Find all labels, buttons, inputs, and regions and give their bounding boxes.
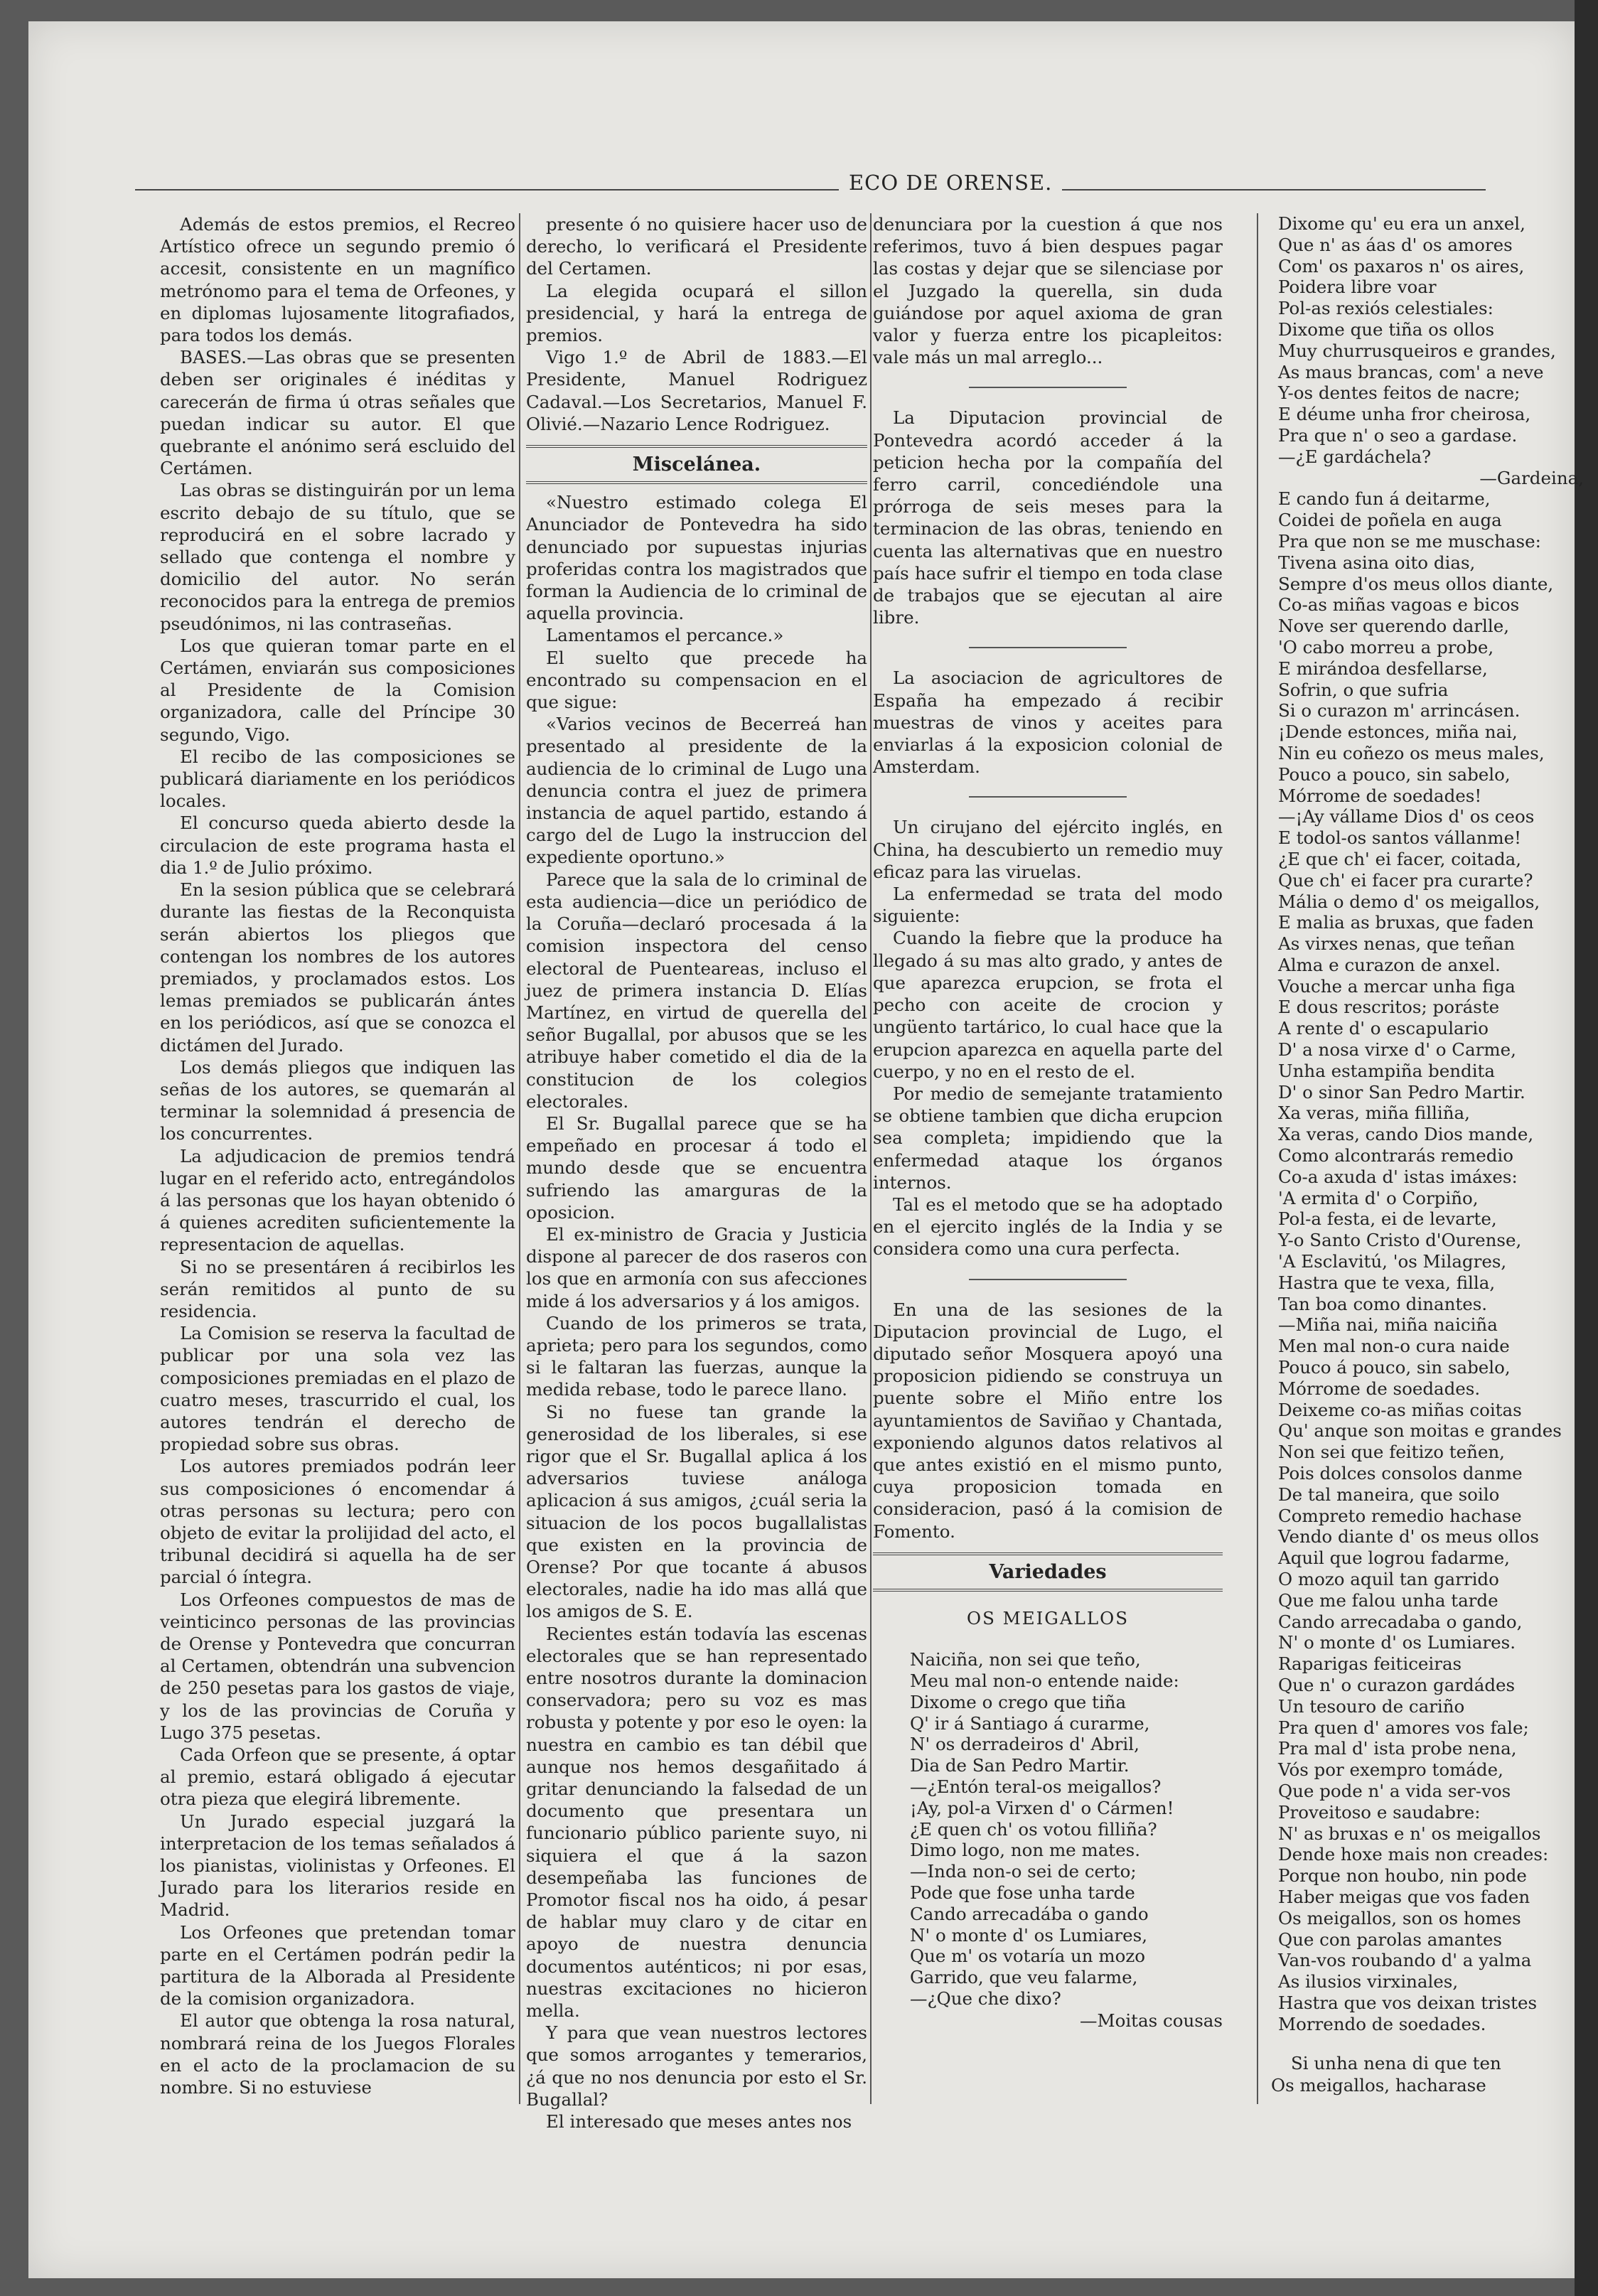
section-heading-miscelanea: Miscelánea. [526,445,867,484]
poem-line: Q' ir á Santiago á curarme, [910,1712,1150,1734]
poem-line: 'A ermita d' o Corpiño, [1278,1187,1479,1208]
poem-line: ¡Ay, pol-a Virxen d' o Cármen! [910,1797,1174,1818]
paragraph: Un cirujano del ejército inglés, en China, ha descubierto un remedio muy eficaz para las viruelas. [873,817,1223,882]
poem-line: Unha estampiña bendita [1278,1060,1495,1081]
poem-line: N' o monte d' os Lumiares. [1278,1632,1516,1653]
signature-paragraph: Vigo 1.º de Abril de 1883.—El Presidente, Manuel Rodriguez Cadaval.—Los Secretarios, Manuel F. Olivié.—Nazario Lence Rodriguez. [526,347,867,434]
poem-line: Co-as miñas vagoas e bicos [1278,594,1520,616]
column-divider [870,213,872,2104]
poem-line: Non sei que feitizo teñen, [1278,1442,1505,1463]
poem-line: Poidera libre voar [1278,277,1437,298]
paragraph: La Comision se reserva la facultad de publicar por una sola vez las composiciones premiadas en el plazo de cuatro meses, trascurrido el cual, los autores tendrán el derecho de propiedad sobre sus obras. [160,1323,515,1455]
poem-line: Garrido, que veu falarme, [910,1967,1138,1988]
paragraph: Parece que la sala de lo criminal de esta audiencia—dice un periódico de la Coruña—declaró procesada á la comision inspectora del censo electoral de Puenteareas, incluso el juez de primera instancia D. Elías Martínez, en virtud de querella del señor Bugallal, por abusos que se les atribuye haber cometido el dia de la constitucion de los colegios electorales. [526,869,867,1112]
poem-line: —¿Entón teral-os meigallos? [910,1776,1162,1797]
column-3 [873,213,1223,2032]
poem-line: Dimo logo, non me mates. [910,1840,1141,1861]
poem-line: Alma e curazon de anxel. [1278,954,1501,975]
poem-line: Meu mal non-o entende naide: [910,1670,1179,1691]
poem-line: Dixome o crego que tiña [910,1691,1127,1712]
poem-line: —¿Que che dixo? [910,1987,1061,2009]
paragraph: El recibo de las composiciones se publicará diariamente en los periódicos locales. [160,746,515,812]
column-divider [1257,213,1258,2104]
poem-line: Pois dolces consolos danme [1278,1463,1523,1484]
paragraph: El suelto que precede ha encontrado su compensacion en el que sigue: [526,647,867,713]
poem-line: Pra quen d' amores vos fale; [1278,1717,1529,1738]
separator-rule [969,796,1126,798]
column-2 [526,213,867,2133]
poem-line: O mozo aquil tan garrido [1278,1569,1499,1589]
poem-line: Que n' as áas d' os amores [1278,234,1513,255]
poem-continuation [1271,213,1584,2035]
paragraph: Cuando de los primeros se trata, aprieta; pero para los segundos, como si le faltaran las fuerzas, aunque la medida rebase, todo le parece llano. [526,1312,867,1400]
poem-line: Xa veras, cando Dios mande, [1278,1124,1534,1145]
poem-line: Hastra que vos deixan tristes [1278,1992,1538,2013]
poem-line: Mália o demo d' os meigallos, [1278,891,1540,912]
poem-line: As ilusios virxinales, [1278,1971,1459,1992]
poem-title: OS MEIGALLOS [967,1607,1129,1629]
poem-line: E todol-os santos vállanme! [1278,827,1521,849]
poem-line: Nove ser querendo darlle, [1278,616,1510,637]
paragraph: Lamentamos el percance.» [546,625,784,646]
poem-line: As virxes nenas, que teñan [1278,933,1516,955]
poem-line: ¡Dende estonces, miña nai, [1278,721,1518,743]
section-heading-variedades: Variedades [873,1552,1223,1592]
poem-line: A rente d' o escapulario [1278,1018,1489,1039]
paragraph: presente ó no quisiere hacer uso de derecho, lo verificará el Presidente del Certamen. [526,214,867,279]
poem-line: —Gardeina, [1479,467,1584,488]
poem-line: D' o sinor San Pedro Martir. [1278,1081,1525,1103]
poem-line: Sofrin, o que sufria [1278,679,1449,700]
poem-line: Que pode n' a vida ser-vos [1278,1780,1511,1801]
poem-line: E cando fun á deitarme, [1278,488,1491,510]
poem-line: Proveitoso e saudabre: [1278,1801,1481,1823]
paragraph: El Sr. Bugallal parece que se ha empeñado en procesar á todo el mundo desde que se encuentra sufriendo las amarguras de la oposicion. [526,1112,867,1223]
poem-line: Pode que fose unha tarde [910,1882,1135,1903]
poem-line: Pol-a festa, ei de levarte, [1278,1208,1497,1230]
paragraph: Los autores premiados podrán leer sus composiciones ó encomendar á otras personas su lectura; pero con objeto de evitar la prolijidad del acto, el tribunal decidirá si aquella ha de ser parcial ó íntegra. [160,1456,515,1588]
poem-line: 'A Esclavitú, 'os Milagres, [1278,1251,1507,1272]
page-header [135,171,1486,199]
poem-line: N' as bruxas e n' os meigallos [1278,1823,1541,1844]
poem-line: Cando arrecadába o gando [910,1903,1149,1924]
poem-line: Dia de San Pedro Martir. [910,1755,1130,1776]
poem-line: Hastra que te vexa, filla, [1278,1272,1496,1293]
poem-line-end: —Moitas cousas [1080,2010,1223,2031]
poem-line: Vós por exempro tomáde, [1278,1759,1503,1781]
poem-line: E malia as bruxas, que faden [1278,912,1534,933]
poem-line: Haber meigas que vos faden [1278,1886,1530,1907]
poem-line: Dixome qu' eu era un anxel, [1278,213,1525,234]
poem-line: Deixeme co-as miñas coitas [1278,1399,1522,1420]
paragraph: Y para que vean nuestros lectores que somos arrogantes y temerarios, ¿á que no nos denuncia por esto el Sr. Bugallal? [526,2022,867,2110]
paragraph: El ex-ministro de Gracia y Justicia dispone al parecer de dos raseros con los que en armonía con sus afecciones mide á los adversarios y á los amigos. [526,1223,867,1311]
paragraph: Los demás pliegos que indiquen las señas de los autores, se quemarán al terminar la solemnidad á presencia de los concurrentes. [160,1056,515,1144]
poem-line: Pra que non se me muschase: [1278,530,1541,552]
paragraph: En una de las sesiones de la Diputacion provincial de Lugo, el diputado señor Mosquera apoyó una proposicion pidiendo se construya un puente sobre el Miño entre los ayuntamientos de Saviñao y Chantada, exponiendo algunos datos relativos al que antes existió en el mismo punto, cuya proposicion tomada en consideracion, pasó á la comision de Fomento. [873,1299,1223,1542]
poem-line: Com' os paxaros n' os aires, [1278,255,1525,277]
column-4 [1271,213,1584,2096]
poem-line: Muy churrusqueiros e grandes, [1278,340,1556,361]
separator-rule [969,647,1126,648]
poem-line: Un tesouro de cariño [1278,1695,1465,1717]
paragraph: Si no se presentáren á recibirlos les serán remitidos al punto de su residencia. [160,1256,515,1321]
poem-line: 'O cabo morreu a probe, [1278,636,1494,658]
poem-line: As maus brancas, com' a neve [1278,361,1544,382]
paragraph: Si unha nena di que ten [1291,2052,1501,2074]
paragraph: La adjudicacion de premios tendrá lugar en el referido acto, entregándolos á las personas que los hayan obtenido ó á quienes acrediten suficientemente la representacion de aquellas. [160,1145,515,1255]
poem-line: E mirándoa desfellarse, [1278,658,1488,679]
poem-line: Que me falou unha tarde [1278,1589,1498,1611]
paragraph: La enfermedad se trata del modo siguiente: [873,884,1223,927]
poem-line: Morrendo de soedades. [1278,2013,1486,2034]
paragraph: «Nuestro estimado colega El Anunciador de Pontevedra ha sido denunciado por supuestas injurias proferidas contra los magistrados que forman la Audiencia de lo criminal de aquella provincia. [526,492,867,624]
paragraph: El concurso queda abierto desde la circulacion de este programa hasta el dia 1.º de Julio próximo. [160,812,515,878]
poem-line: —Inda non-o sei de certo; [910,1861,1137,1882]
poem-line: —Miña nai, miña naiciña [1278,1314,1498,1336]
poem-line: Mórrome de soedades. [1278,1378,1481,1399]
poem-line: —¿E gardáchela? [1278,446,1432,467]
paragraph: Los Orfeones que pretendan tomar parte en el Certámen podrán pedir la partitura de la Alborada al Presidente de la comision organizadora. [160,1921,515,2010]
poem-line: Porque non houbo, nin pode [1278,1865,1527,1887]
paragraph: Cuando la fiebre que la produce ha llegado á su mas alto grado, y antes de que aparezca erupcion, se frota el pecho con aceite de crocion y ungüento tartárico, lo cual hace que la erupcion aparezca en aquella parte del cuerpo, y no en el resto de el. [873,928,1223,1082]
separator-rule [969,1279,1126,1280]
poem-line: —¡Ay vállame Dios d' os ceos [1278,806,1535,827]
poem-line: Pra mal d' ista probe nena, [1278,1738,1517,1759]
paragraph: Además de estos premios, el Recreo Artístico ofrece un segundo premio ó accesit, consistente en un magnífico metrónomo para el tema de Orfeones, y en diplomas lujosamente litografiados, para todos los demás. [160,214,515,346]
poem-line: Mórrome de soedades! [1278,785,1482,806]
poem-line: Nin eu coñezo os meus males, [1278,742,1545,763]
paragraph: Tal es el metodo que se ha adoptado en el ejercito inglés de la India y se considera como una cura perfecta. [873,1193,1223,1260]
poem-line: D' a nosa virxe d' o Carme, [1278,1039,1516,1061]
poem-line: Pra que n' o seo a gardase. [1278,424,1518,446]
paragraph: Os meigallos, hacharase [1271,2074,1486,2096]
paragraph: denunciara por la cuestion á que nos referimos, tuvo á bien despues pagar las costas y dejar que se silenciase por el Juzgado la querella, sin duda guiándose por aquel axioma de gran valor y fuerza entre los picapleitos: vale más un mal arreglo... [873,214,1223,368]
poem-line: Naiciña, non sei que teño, [910,1649,1141,1670]
poem-line: Coidei de poñela en auga [1278,510,1502,531]
paragraph: BASES.—Las obras que se presenten deben ser originales é inéditas y carecerán de firma ú otras señales que puedan indicar su autor. El que quebrante el anónimo será escluido del Certámen. [160,347,515,479]
column-divider [519,213,520,2104]
paragraph: En la sesion pública que se celebrará durante las fiestas de la Reconquista serán abiertos los pliegos que contengan los nombres de los autores premiados, y proclamados estos. Los lemas premiados se publicarán ántes en los periódicos, así que se conozca el dictámen del Jurado. [160,879,515,1056]
newspaper-title: ECO DE ORENSE. [839,171,1062,195]
poem-line: Tan boa como dinantes. [1278,1293,1488,1314]
poem-line: Vouche a mercar unha figa [1278,975,1516,997]
poem-line: Y-o Santo Cristo d'Ourense, [1278,1230,1522,1251]
paragraph: Por medio de semejante tratamiento se obtiene tambien que dicha erupcion sea completa; impidiendo que la enfermedad ataque los órganos internos. [873,1083,1223,1193]
paragraph: Los que quieran tomar parte en el Certámen, enviarán sus composiciones al Presidente de la Comision organizadora, calle del Príncipe 30 segundo, Vigo. [160,635,515,745]
separator-rule [969,387,1126,388]
poem-line: Si o curazon m' arrincásen. [1278,700,1521,721]
paragraph: «Varios vecinos de Becerreá han presentado al presidente de la audiencia de lo criminal de Lugo una denuncia contra el juez de primera instancia de aquel partido, estando á cargo del de Lugo la instruccion del expediente oportuno.» [526,714,867,868]
poem-line: E déume unha fror cheirosa, [1278,404,1531,425]
poem-line: Como alcontrarás remedio [1278,1145,1514,1166]
poem-line: E dous rescritos; poráste [1278,997,1500,1018]
poem-line: Pouco á pouco, sin sabelo, [1278,1357,1511,1378]
poem-line: Que ch' ei facer pra curarte? [1278,869,1533,891]
poem-line: Pouco a pouco, sin sabelo, [1278,763,1511,785]
poem-line: N' o monte d' os Lumiares, [910,1924,1148,1946]
poem-line: Que n' o curazon gardádes [1278,1674,1516,1695]
paragraph: Cada Orfeon que se presente, á optar al premio, estará obligado á ejecutar otra pieza que elegirá libremente. [160,1744,515,1810]
poem-line: Qu' anque son moitas e grandes [1278,1420,1562,1442]
poem-line: ¿E que ch' ei facer, coitada, [1278,848,1522,869]
poem-line: N' os derradeiros d' Abril, [910,1734,1139,1755]
poem-line: Tivena asina oito dias, [1278,552,1476,573]
paragraph: Un Jurado especial juzgará la interpretacion de los temas señalados á los pianistas, violinistas y Orfeones. El Jurado para los literarios reside en Madrid. [160,1810,515,1921]
poem-line: Vendo diante d' os meus ollos [1278,1526,1539,1547]
paragraph: Los Orfeones compuestos de mas de veinticinco personas de las provincias de Orense y Pontevedra que concurran al Certamen, obtendrán una subvencion de 250 pesetas para los gastos de viaje, y los de las provincias de Coruña y Lugo 375 pesetas. [160,1589,515,1743]
poem-line: Cando arrecadaba o gando, [1278,1611,1523,1632]
header-rule [135,189,1486,191]
paragraph: Las obras se distinguirán por un lema escrito debajo de su título, que se reproducirá en el sobre lacrado y sellado que contenga el nombre y domicilio del autor. No serán reconocidos para la entrega de premios pseudónimos, ni las contraseñas. [160,480,515,634]
paragraph: La asociacion de agricultores de España ha empezado á recibir muestras de vinos y aceites para enviarlas á la exposicion colonial de Amsterdam. [873,667,1223,778]
poem-line: Men mal non-o cura naide [1278,1336,1510,1357]
paragraph: Si no fuese tan grande la generosidad de los liberales, si ese rigor que el Sr. Bugallal aplica á los adversarios tuviese análoga aplicacion á sus amigos, ¿cuál seria la situacion de los pocos bugallalistas que existen en la provincia de Orense? Por que tocante á abusos electorales, nadie ha ido mas allá que los amigos de S. E. [526,1401,867,1622]
poem-line: Compreto remedio hachase [1278,1505,1522,1526]
paragraph: El interesado que meses antes nos [546,2111,852,2133]
paragraph: La Diputacion provincial de Pontevedra acordó acceder á la peticion hecha por la compañía del ferro carril, concediéndole una prórroga de seis meses para la terminacion de las obras, teniendo en cuenta las alternativas que en nuestro país hace sufrir el tiempo en toda clase de trabajos que se ejecutan al aire libre. [873,407,1223,628]
column-1 [160,213,515,2098]
poem-line: Van-vos roubando d' a yalma [1278,1950,1532,1971]
poem-line: ¿E quen ch' os votou filliña? [910,1818,1157,1840]
poem-line: Raparigas feiticeiras [1278,1653,1462,1675]
poem-verses [873,1649,1223,2010]
poem-line: Dixome que tiña os ollos [1278,318,1495,340]
paragraph: Recientes están todavía las escenas electorales que se han representado entre nosotros durante la dominacion conservadora; pero su voz es mas robusta y potente y por eso le oyen: la nuestra en cambio es tan débil que aunque nos hemos desgañitado á gritar denunciando la falsedad de un documento que presentara un funcionario público pariente suyo, ni siquiera el que á la sazon desempeñaba las funciones de Promotor fiscal nos ha oido, á pesar de hablar muy claro y de citar en apoyo de nuestra denuncia documentos auténticos; ni por esas, nuestras excitaciones no hicieron mella. [526,1623,867,2022]
poem-line: Y-os dentes feitos de nacre; [1278,382,1521,404]
poem-line: Aquil que logrou fadarme, [1278,1547,1510,1569]
poem-line: Dende hoxe mais non creades: [1278,1844,1549,1865]
poem-line: Xa veras, miña filliña, [1278,1103,1470,1124]
poem-line: Sempre d'os meus ollos diante, [1278,573,1554,594]
paragraph: La elegida ocupará el sillon presidencial, y hará la entrega de premios. [526,280,867,346]
poem-line: Os meigallos, son os homes [1278,1907,1521,1928]
poem-line: Pol-as rexiós celestiales: [1278,298,1494,319]
paragraph: El autor que obtenga la rosa natural, nombrará reina de los Juegos Florales en el acto de la proclamacion de su nombre. Si no estuviese [160,2010,515,2098]
spacer [1271,2035,1584,2052]
poem-line: Que con parolas amantes [1278,1928,1502,1950]
poem-line: De tal maneira, que soilo [1278,1484,1500,1505]
poem-line: Que m' os votaría un mozo [910,1946,1145,1967]
poem-line: Co-a axuda d' istas imáxes: [1278,1166,1518,1187]
